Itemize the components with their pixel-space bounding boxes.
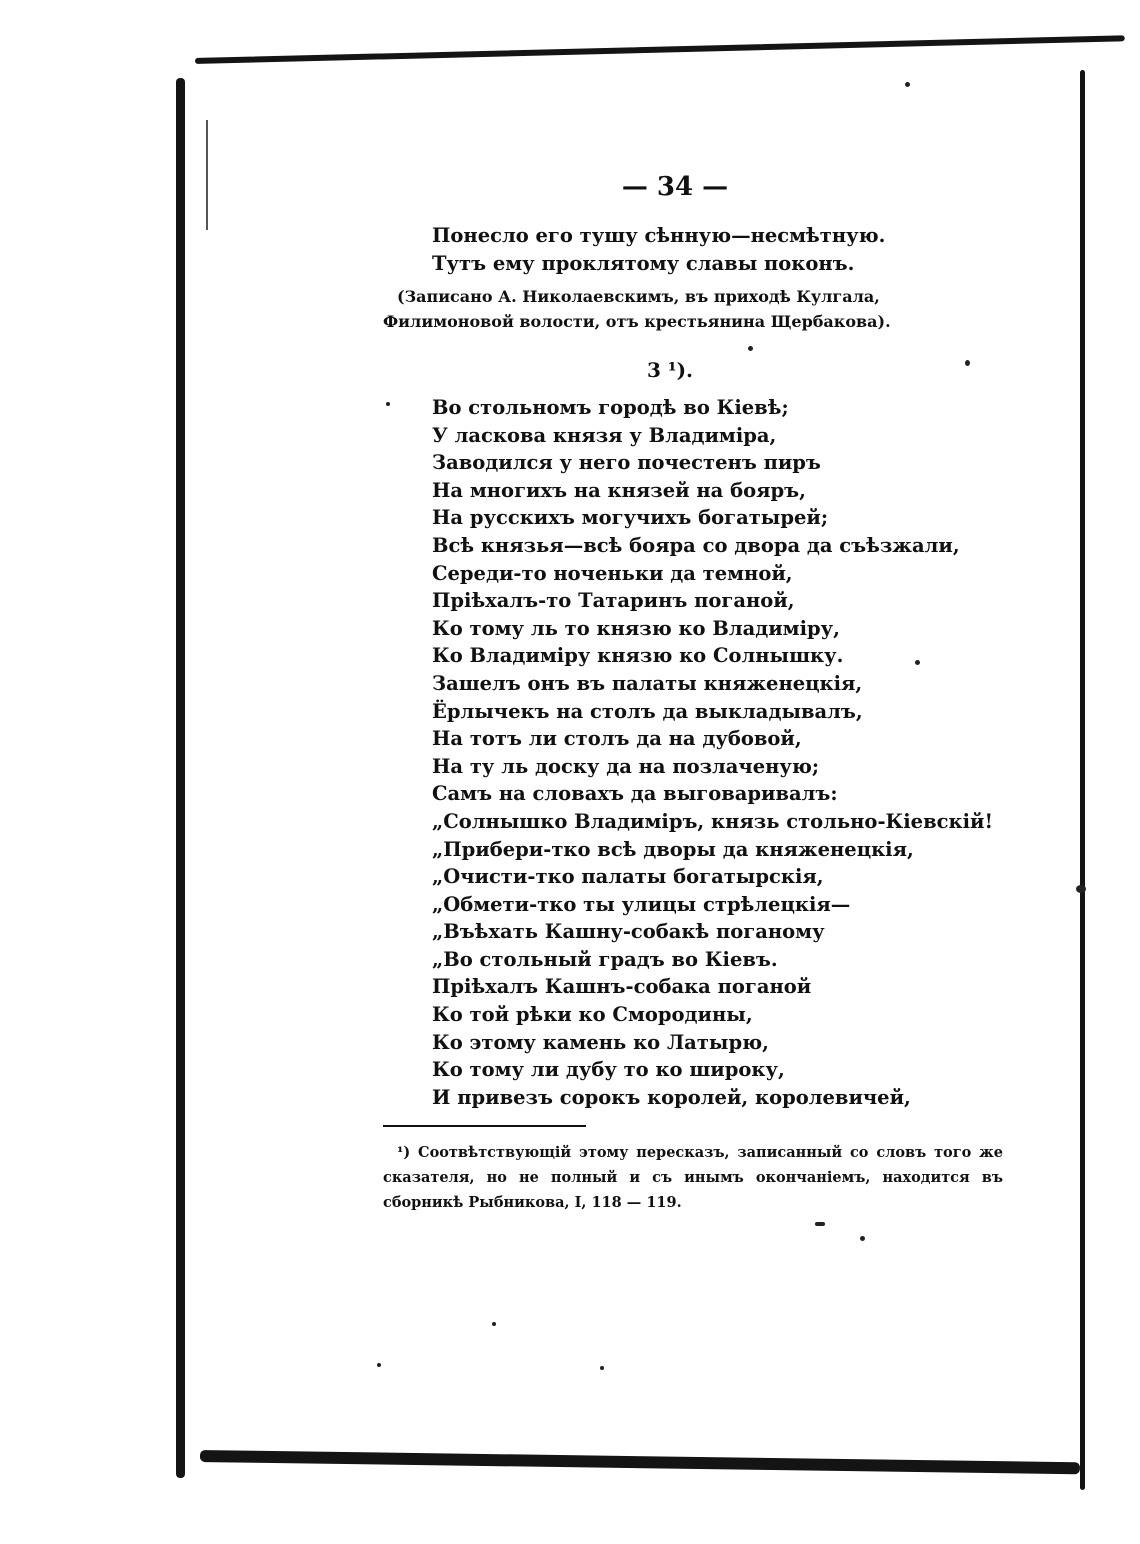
verse-line: Середи-то ноченьки да темной, xyxy=(432,561,793,585)
verse-line: Ко тому ль то князю ко Владиміру, xyxy=(432,616,840,640)
verse-line: Заводился у него почестенъ пиръ xyxy=(432,451,821,475)
main-verse xyxy=(432,394,993,1111)
page-right-edge xyxy=(1080,70,1085,1490)
verse-line: Во стольномъ городѣ во Кіевѣ; xyxy=(432,396,789,419)
verse-line: Всѣ князья—всѣ бояра со двора да съѣзжали, xyxy=(432,533,960,557)
verse-line: „Прибери-тко всѣ дворы да княженецкія, xyxy=(432,837,914,861)
verse-line: Пріѣхалъ Кашнъ-собака поганой xyxy=(432,975,812,999)
verse-line: На тотъ ли столъ да на дубовой, xyxy=(432,727,802,751)
footnote: ¹) Соотвѣтствующій этому пересказъ, записанный со словъ того же сказателя, но не полный и съ инымъ окончаніемъ, находится въ сборникѣ Рыбникова, I, 118 — 119. xyxy=(383,1144,1003,1211)
verse-line: Ко Владиміру князю ко Солнышку. xyxy=(432,644,844,668)
verse-line: У ласкова князя у Владиміра, xyxy=(432,423,777,447)
verse-line: Ко тому ли дубу то ко широку, xyxy=(432,1058,785,1082)
section-number: 3 ¹). xyxy=(646,358,694,382)
verse-line: „Обмети-тко ты улицы стрѣлецкія— xyxy=(432,892,851,916)
verse-line: На ту ль доску да на позлаченую; xyxy=(432,754,820,778)
verse-line: Зашелъ онъ въ палаты княженецкія, xyxy=(432,671,863,695)
page-left-edge xyxy=(176,78,185,1478)
verse-line: На русскихъ могучихъ богатырей; xyxy=(432,506,829,530)
recording-note: (Записано А. Николаевскимъ, въ приходѣ Кулгала, Филимоновой волости, отъ крестьянина Щербакова). xyxy=(383,287,891,331)
verse-line: „Солнышко Владиміръ, князь стольно-Кіевскій! xyxy=(432,809,994,833)
footnote-divider xyxy=(383,1125,586,1127)
verse-line: Тутъ ему проклятому славы поконъ. xyxy=(432,251,855,275)
top-verse-lines xyxy=(432,222,885,277)
verse-line: Понесло его тушу сѣнную—несмѣтную. xyxy=(432,224,886,247)
verse-line: „Во стольный градъ во Кіевъ. xyxy=(432,947,778,971)
verse-line: Ко этому камень ко Латырю, xyxy=(432,1030,769,1054)
verse-line: Пріѣхалъ-то Татаринъ поганой, xyxy=(432,589,795,613)
verse-line: „Очисти-тко палаты богатырскія, xyxy=(432,865,824,889)
verse-line: Ёрлычекъ на столъ да выкладывалъ, xyxy=(432,699,863,723)
page-left-inner-mark xyxy=(206,120,208,230)
verse-line: Самъ на словахъ да выговаривалъ: xyxy=(432,782,838,806)
page-bottom-edge xyxy=(200,1450,1080,1474)
page-number: — 34 — xyxy=(621,172,729,202)
verse-line: „Въѣхать Кашну-собакѣ поганому xyxy=(432,920,825,944)
verse-line: На многихъ на князей на бояръ, xyxy=(432,478,806,502)
verse-line: И привезъ сорокъ королей, королевичей, xyxy=(432,1085,911,1109)
page-top-edge xyxy=(195,35,1125,64)
verse-line: Ко той рѣки ко Смородины, xyxy=(432,1003,753,1027)
